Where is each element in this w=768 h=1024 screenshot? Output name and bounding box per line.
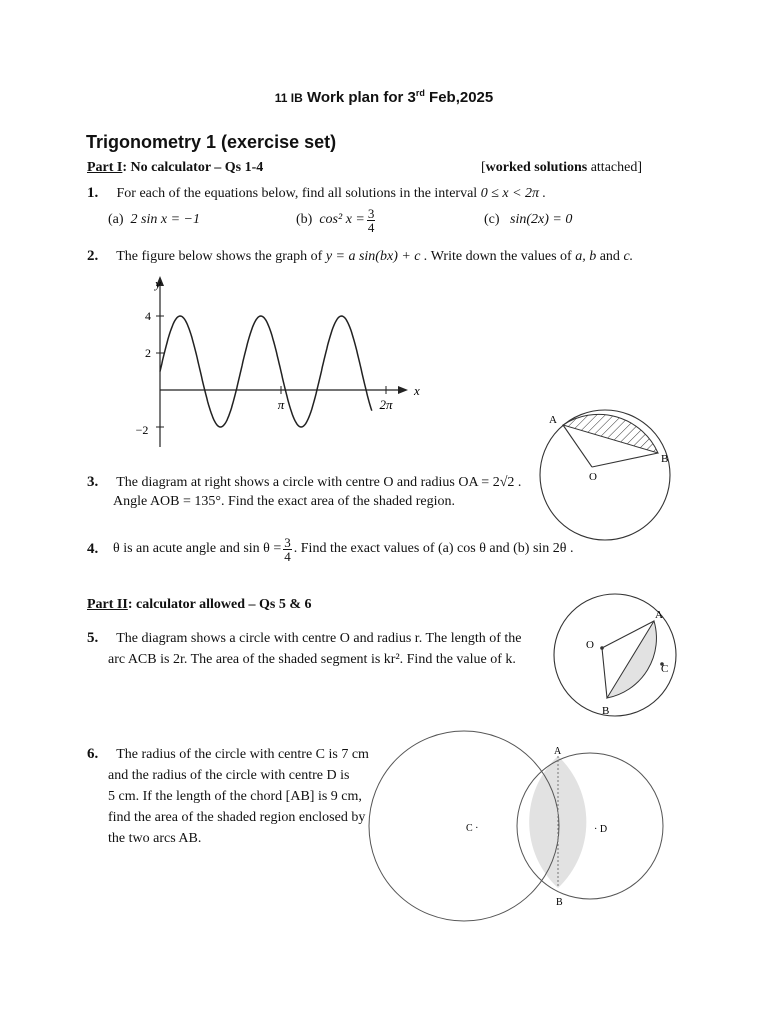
q3-shaded-segment bbox=[563, 414, 658, 453]
question-6-line2: and the radius of the circle with centre D is bbox=[108, 768, 350, 783]
question-5: 5. The diagram shows a circle with centre O and radius r. The length of the bbox=[87, 630, 522, 646]
question-3-line2: Angle AOB = 135°. Find the exact area of the shaded region. bbox=[113, 494, 456, 509]
q5-circle-diagram bbox=[540, 590, 690, 720]
x-tick-pi: π bbox=[277, 397, 285, 412]
x-axis-label: x bbox=[414, 383, 420, 398]
question-1b: (b) cos² x = $\frac{3}{4}$ bbox=[296, 205, 375, 235]
center-d-label: · D bbox=[594, 824, 608, 835]
page-title: 11 IB Work plan for 3rd Feb,2025 bbox=[274, 88, 494, 106]
x-axis-arrow-icon bbox=[398, 386, 408, 394]
question-3: 3. The diagram at right shows a circle with centre O and radius OA = 2√2 . bbox=[87, 474, 522, 490]
part1-note: [worked solutions attached] bbox=[481, 160, 642, 175]
radius-ob bbox=[592, 453, 658, 467]
center-c-label: C · bbox=[466, 823, 479, 834]
part2-heading: Part II: calculator allowed – Qs 5 & 6 bbox=[87, 597, 312, 612]
y-tick-4: 4 bbox=[145, 309, 151, 323]
question-4: 4. θ is an acute angle and sin θ = $\frac{3}{4}$ . Find the exact values of (a) cos θ and (b) sin 2θ . bbox=[87, 534, 574, 564]
sine-curve bbox=[160, 316, 372, 427]
q6-two-circle-diagram bbox=[368, 730, 688, 915]
question-6: 6. The radius of the circle with centre C is 7 cm bbox=[87, 746, 369, 762]
point-b-label: B bbox=[661, 453, 669, 465]
point-o-label: O bbox=[589, 471, 597, 483]
question-6-line5: the two arcs AB. bbox=[108, 831, 202, 846]
x-tick-2pi: 2π bbox=[379, 397, 393, 412]
q3-circle-diagram bbox=[530, 405, 680, 530]
sine-graph bbox=[135, 272, 430, 452]
q5-point-b-label: B bbox=[602, 705, 610, 717]
question-2: 2. The figure below shows the graph of y = a sin(bx) + c . Write down the values of a, b and c. bbox=[87, 248, 634, 264]
q5-point-c-label: C bbox=[661, 663, 669, 675]
question-1a: (a) 2 sin x = −1 bbox=[108, 212, 200, 227]
q5-point-o-label: O bbox=[586, 639, 594, 651]
question-6-line3: 5 cm. If the length of the chord [AB] is 9 cm, bbox=[108, 789, 362, 804]
q5-point-a-label: A bbox=[655, 609, 663, 621]
y-axis-label: y bbox=[155, 276, 161, 291]
y-tick-neg2: −2 bbox=[135, 423, 149, 437]
question-6-line4: find the area of the shaded region enclosed by bbox=[108, 810, 366, 825]
question-1: 1. For each of the equations below, find all solutions in the interval 0 ≤ x < 2π . bbox=[87, 185, 547, 201]
section-title: Trigonometry 1 (exercise set) bbox=[86, 132, 337, 152]
question-1c: (c) sin(2x) = 0 bbox=[484, 212, 573, 227]
fraction-3-4: $\frac{3}{4}$ bbox=[367, 205, 375, 235]
part1-heading: Part I: No calculator – Qs 1-4 bbox=[87, 160, 264, 175]
point-a-label: A bbox=[549, 414, 557, 426]
q6-point-a-label: A bbox=[554, 746, 562, 757]
q6-point-b-label: B bbox=[556, 897, 563, 908]
y-tick-2: 2 bbox=[145, 346, 151, 360]
question-5-line2: arc ACB is 2r. The area of the shaded segment is kr². Find the value of k. bbox=[108, 652, 516, 667]
